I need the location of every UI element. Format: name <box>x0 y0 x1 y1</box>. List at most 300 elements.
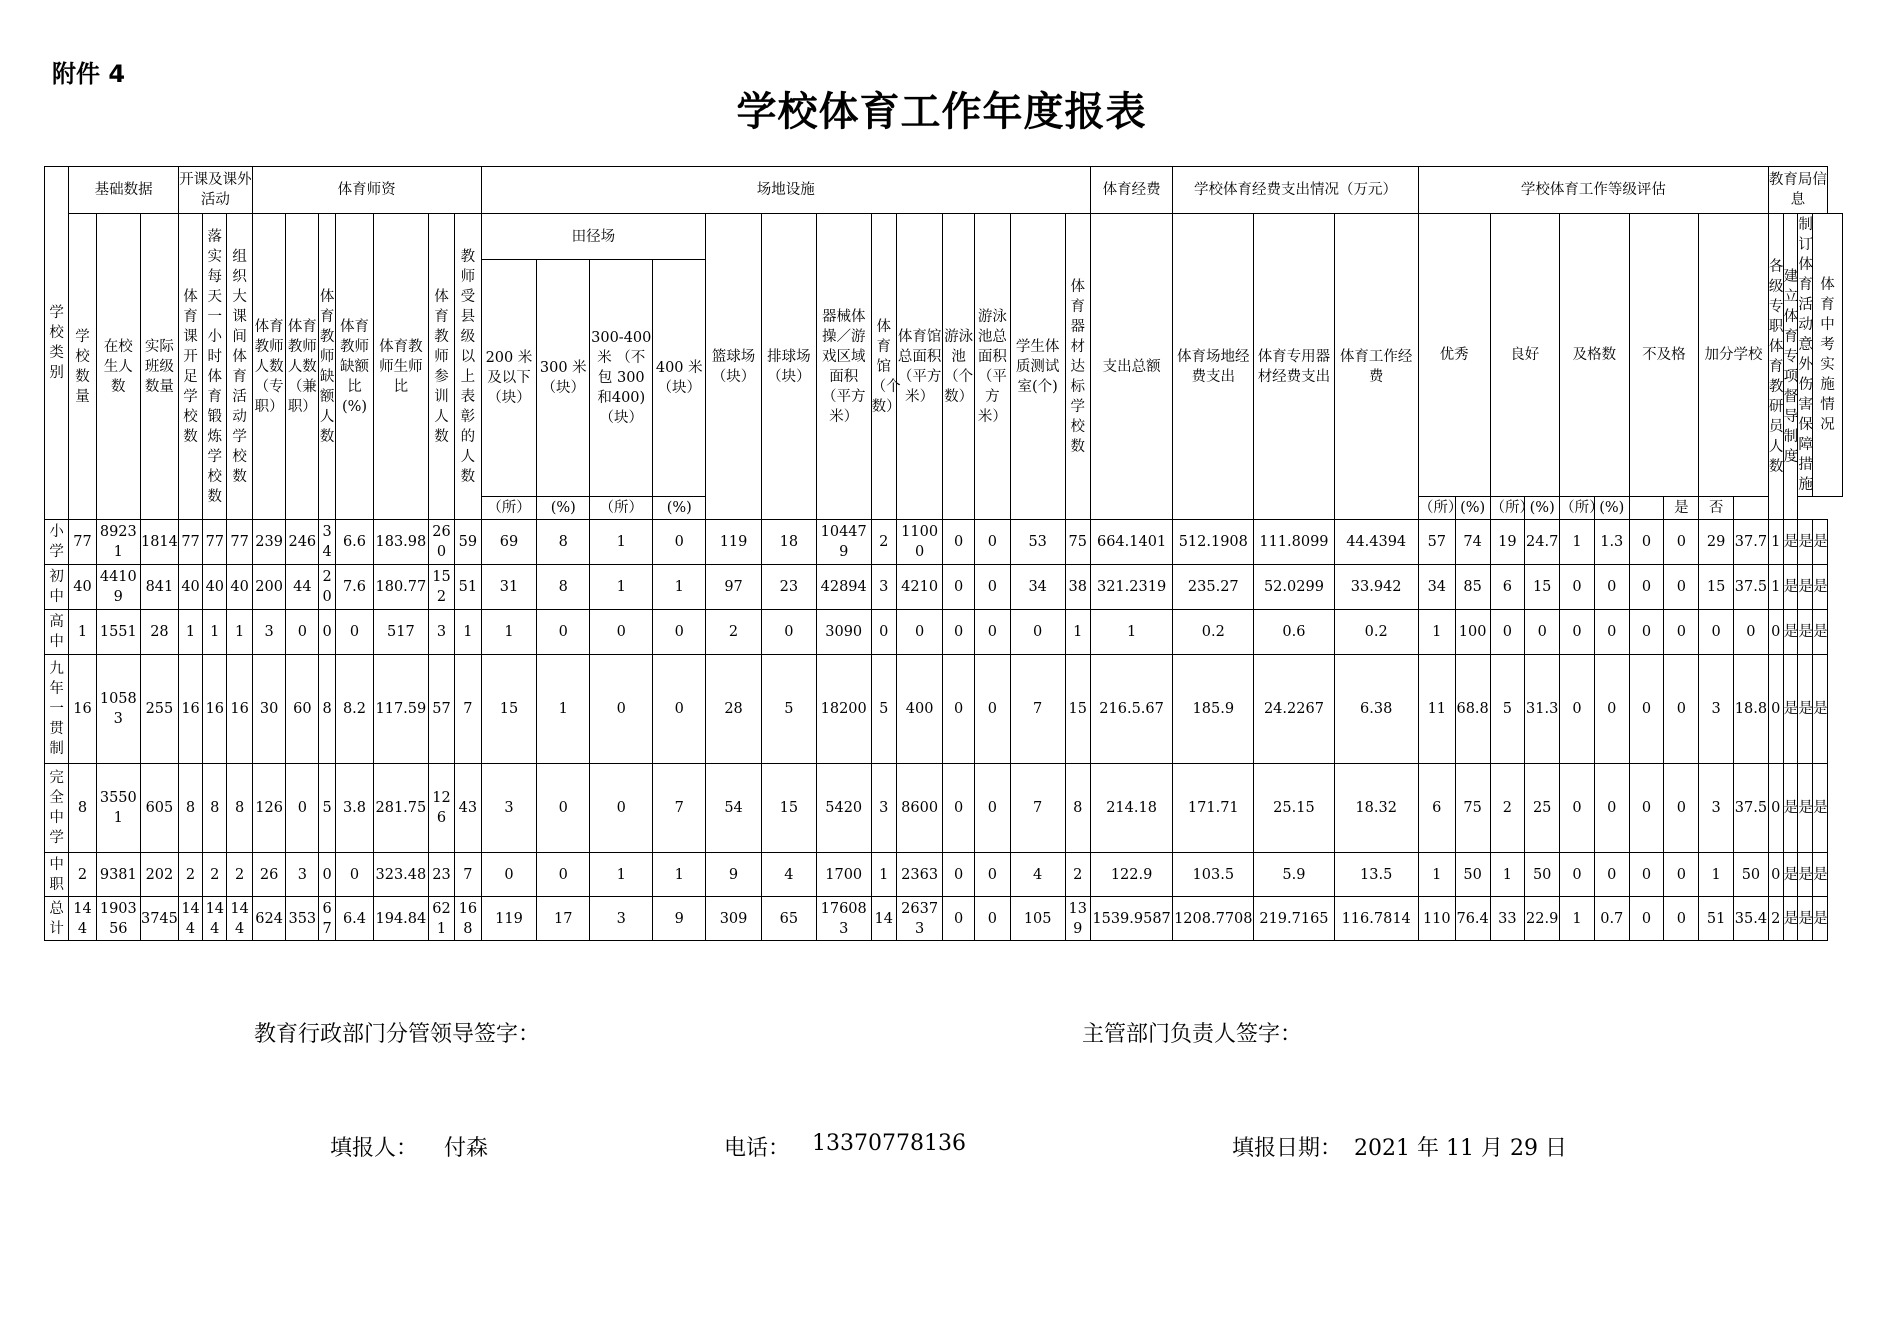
table-cell: 116.7814 <box>1334 897 1418 941</box>
table-cell: 202 <box>140 853 178 897</box>
table-cell: 3 <box>1699 764 1734 853</box>
table-cell: 15 <box>481 655 537 764</box>
table-cell: 0 <box>1664 610 1699 655</box>
table-cell: 117.59 <box>373 655 428 764</box>
table-cell: 0 <box>1490 610 1525 655</box>
table-cell: 是 <box>1783 520 1798 565</box>
header-test-room: 学生体质测试室(个) <box>1010 214 1065 520</box>
row-category: 小学 <box>45 520 69 565</box>
table-cell: 168 <box>455 897 481 941</box>
header-venue-spend: 体育场地经费支出 <box>1173 214 1254 520</box>
table-cell: 65 <box>761 897 816 941</box>
table-cell: 2 <box>1065 853 1090 897</box>
table-cell: 7 <box>1010 655 1065 764</box>
table-cell: 22.9 <box>1525 897 1560 941</box>
table-cell: 15 <box>1525 565 1560 610</box>
table-cell: 77 <box>178 520 202 565</box>
table-cell: 0 <box>1768 655 1783 764</box>
table-cell: 26373 <box>896 897 942 941</box>
table-cell: 0 <box>319 853 336 897</box>
table-cell: 0 <box>1560 610 1595 655</box>
table-cell: 2 <box>227 853 252 897</box>
header-gym-area: 器械体操／游戏区域面积（平方米） <box>816 214 871 520</box>
table-cell: 51 <box>1699 897 1734 941</box>
table-cell: 18 <box>761 520 816 565</box>
header-teacher-short: 体育教师缺额人数 <box>319 214 336 520</box>
table-cell: 624 <box>252 897 286 941</box>
table-cell: 是 <box>1798 897 1813 941</box>
header-pass: 及格数 <box>1560 214 1630 497</box>
table-cell: 40 <box>203 565 227 610</box>
table-cell: 25 <box>1525 764 1560 853</box>
unit-pct: (%) <box>653 497 706 520</box>
table-row <box>45 764 1843 853</box>
table-cell: 是 <box>1783 897 1798 941</box>
table-cell: 0 <box>1699 610 1734 655</box>
table-cell: 是 <box>1798 655 1813 764</box>
row-category: 九年一贯制 <box>45 655 69 764</box>
table-cell: 85 <box>1455 565 1490 610</box>
table-cell: 1 <box>69 610 96 655</box>
table-cell: 122.9 <box>1090 853 1172 897</box>
table-cell: 8 <box>1065 764 1090 853</box>
attachment-label: 附件 4 <box>52 60 126 88</box>
table-cell: 28 <box>706 655 762 764</box>
table-cell: 33.942 <box>1334 565 1418 610</box>
table-cell: 0 <box>1594 565 1629 610</box>
filler-label: 填报人： <box>330 1136 419 1161</box>
table-cell: 0 <box>943 764 975 853</box>
table-cell: 1814 <box>140 520 178 565</box>
row-category: 高中 <box>45 610 69 655</box>
table-cell: 18.8 <box>1733 655 1768 764</box>
table-cell: 1 <box>1560 520 1595 565</box>
table-cell: 2 <box>1490 764 1525 853</box>
table-cell: 57 <box>1418 520 1455 565</box>
table-cell: 是 <box>1813 655 1828 764</box>
table-cell: 1539.9587 <box>1090 897 1172 941</box>
table-cell: 0 <box>943 610 975 655</box>
table-cell: 是 <box>1798 520 1813 565</box>
table-cell: 16 <box>178 655 202 764</box>
table-cell: 0 <box>974 565 1010 610</box>
table-cell: 0 <box>943 565 975 610</box>
table-cell: 1 <box>1768 565 1783 610</box>
table-cell: 37.5 <box>1733 565 1768 610</box>
table-cell: 126 <box>428 764 454 853</box>
unit-no: 否 <box>1699 497 1734 520</box>
table-cell: 0 <box>286 610 319 655</box>
table-cell: 139 <box>1065 897 1090 941</box>
table-cell: 50 <box>1525 853 1560 897</box>
table-cell: 185.9 <box>1173 655 1254 764</box>
table-cell: 是 <box>1783 764 1798 853</box>
table-cell: 是 <box>1813 610 1828 655</box>
table-cell: 0 <box>1560 853 1595 897</box>
table-cell: 14 <box>871 897 896 941</box>
header-t300: 300 米（块） <box>537 260 590 497</box>
table-cell: 3 <box>286 853 319 897</box>
header-row-track <box>45 214 1843 260</box>
table-cell: 512.1908 <box>1173 520 1254 565</box>
table-cell: 6 <box>1490 565 1525 610</box>
table-cell: 0 <box>1629 764 1664 853</box>
table-cell: 24.7 <box>1525 520 1560 565</box>
table-cell: 8 <box>69 764 96 853</box>
table-cell: 0 <box>1768 853 1783 897</box>
header-total-spend: 支出总额 <box>1090 214 1172 520</box>
table-cell: 8 <box>227 764 252 853</box>
table-cell: 16 <box>227 655 252 764</box>
header-category: 学校类别 <box>45 167 69 520</box>
header-pool: 游泳池（个数） <box>943 214 975 520</box>
table-cell: 104479 <box>816 520 871 565</box>
table-cell: 0.2 <box>1334 610 1418 655</box>
table-cell: 0 <box>896 610 942 655</box>
table-cell: 0 <box>1560 565 1595 610</box>
table-cell: 2 <box>69 853 96 897</box>
table-cell: 是 <box>1813 764 1828 853</box>
table-cell: 0 <box>1525 610 1560 655</box>
header-hall: 体育馆（个数） <box>871 214 896 520</box>
table-cell: 1208.7708 <box>1173 897 1254 941</box>
table-cell: 0 <box>1594 610 1629 655</box>
table-cell: 1 <box>537 655 590 764</box>
table-cell: 69 <box>481 520 537 565</box>
table-cell: 75 <box>1455 764 1490 853</box>
table-cell: 11000 <box>896 520 942 565</box>
header-group-basic: 基础数据 <box>69 167 179 214</box>
table-row <box>45 897 1843 941</box>
table-cell: 23 <box>761 565 816 610</box>
table-cell: 35.4 <box>1733 897 1768 941</box>
table-cell: 75 <box>1065 520 1090 565</box>
table-cell: 1 <box>1560 897 1595 941</box>
table-cell: 664.1401 <box>1090 520 1172 565</box>
table-cell: 1 <box>653 565 706 610</box>
table-cell: 77 <box>203 520 227 565</box>
table-cell: 309 <box>706 897 762 941</box>
table-row <box>45 610 1843 655</box>
table-cell: 0 <box>1010 610 1065 655</box>
table-cell: 76.4 <box>1455 897 1490 941</box>
table-cell: 0 <box>653 655 706 764</box>
table-cell: 0 <box>319 610 336 655</box>
table-cell: 是 <box>1798 610 1813 655</box>
table-cell: 44109 <box>96 565 140 610</box>
table-cell: 16 <box>69 655 96 764</box>
table-cell: 323.48 <box>373 853 428 897</box>
header-break-activity: 组织大课间体育活动学校数 <box>227 214 252 520</box>
table-cell: 15 <box>761 764 816 853</box>
table-cell: 1 <box>1090 610 1172 655</box>
table-cell: 7.6 <box>336 565 374 610</box>
unit-count: （所） <box>1560 497 1595 520</box>
table-cell: 30 <box>252 655 286 764</box>
table-cell: 216.5.67 <box>1090 655 1172 764</box>
table-cell: 0 <box>974 610 1010 655</box>
table-cell: 4 <box>761 853 816 897</box>
table-cell: 0 <box>590 610 653 655</box>
table-cell: 7 <box>455 853 481 897</box>
table-cell: 60 <box>286 655 319 764</box>
table-cell: 31 <box>481 565 537 610</box>
table-cell: 18200 <box>816 655 871 764</box>
header-group-funding: 体育经费 <box>1090 167 1172 214</box>
table-cell: 5420 <box>816 764 871 853</box>
table-cell: 0 <box>590 655 653 764</box>
table-cell: 51 <box>455 565 481 610</box>
header-t300-400: 300-400米 （不包 300 和400)（块） <box>590 260 653 497</box>
table-cell: 3 <box>252 610 286 655</box>
header-pool-area: 游泳池总面积（平方米） <box>974 214 1010 520</box>
table-cell: 9381 <box>96 853 140 897</box>
table-cell: 1 <box>227 610 252 655</box>
table-cell: 40 <box>69 565 96 610</box>
table-cell: 1 <box>1699 853 1734 897</box>
unit-pct: (%) <box>1525 497 1560 520</box>
table-cell: 29 <box>1699 520 1734 565</box>
table-cell: 1 <box>871 853 896 897</box>
header-basketball: 篮球场（块） <box>706 214 762 520</box>
table-cell: 0 <box>1768 764 1783 853</box>
table-cell: 0 <box>943 897 975 941</box>
table-cell: 2363 <box>896 853 942 897</box>
table-cell: 35501 <box>96 764 140 853</box>
table-cell: 15 <box>1699 565 1734 610</box>
table-cell: 67 <box>319 897 336 941</box>
header-short-ratio: 体育教师缺额比(%) <box>336 214 374 520</box>
table-cell: 119 <box>706 520 762 565</box>
table-cell: 119 <box>481 897 537 941</box>
table-cell: 是 <box>1813 565 1828 610</box>
unit-pct: (%) <box>1594 497 1629 520</box>
table-cell: 44 <box>286 565 319 610</box>
table-cell: 2 <box>706 610 762 655</box>
header-group-teacher: 体育师资 <box>252 167 481 214</box>
table-cell: 353 <box>286 897 319 941</box>
table-cell: 260 <box>428 520 454 565</box>
table-cell: 0 <box>974 764 1010 853</box>
table-cell: 1 <box>1418 853 1455 897</box>
table-cell: 1 <box>590 520 653 565</box>
table-cell: 是 <box>1783 565 1798 610</box>
table-cell: 1 <box>653 853 706 897</box>
unit-safety <box>1629 497 1664 520</box>
table-cell: 0 <box>481 853 537 897</box>
table-cell: 52.0299 <box>1254 565 1334 610</box>
table-cell: 194.84 <box>373 897 428 941</box>
table-cell: 2 <box>871 520 896 565</box>
date-label: 填报日期： <box>1232 1136 1343 1161</box>
table-cell: 34 <box>1418 565 1455 610</box>
table-cell: 31.3 <box>1525 655 1560 764</box>
table-cell: 6.38 <box>1334 655 1418 764</box>
table-cell: 0 <box>336 853 374 897</box>
table-cell: 0 <box>974 655 1010 764</box>
table-cell: 246 <box>286 520 319 565</box>
table-cell: 144 <box>227 897 252 941</box>
table-cell: 0.7 <box>1594 897 1629 941</box>
table-cell: 34 <box>1010 565 1065 610</box>
table-cell: 0 <box>286 764 319 853</box>
table-cell: 2 <box>1768 897 1783 941</box>
header-safety: 制订体育活动意外伤害保障措施 <box>1798 214 1813 497</box>
unit-count: （所） <box>1418 497 1455 520</box>
table-cell: 9 <box>706 853 762 897</box>
table-cell: 0 <box>1629 565 1664 610</box>
table-cell: 6.6 <box>336 520 374 565</box>
table-cell: 0 <box>1664 565 1699 610</box>
table-cell: 2 <box>178 853 202 897</box>
table-cell: 0 <box>537 764 590 853</box>
table-cell: 0 <box>974 853 1010 897</box>
table-cell: 0 <box>1629 853 1664 897</box>
table-cell: 37.5 <box>1733 764 1768 853</box>
table-cell: 3 <box>590 897 653 941</box>
header-fail: 不及格 <box>1629 214 1699 497</box>
table-cell: 1 <box>590 853 653 897</box>
header-excellent: 优秀 <box>1418 214 1490 497</box>
table-cell: 0 <box>537 610 590 655</box>
table-cell: 8.2 <box>336 655 374 764</box>
row-category: 初中 <box>45 565 69 610</box>
table-cell: 15 <box>1065 655 1090 764</box>
table-cell: 5 <box>871 655 896 764</box>
table-cell: 5.9 <box>1254 853 1334 897</box>
header-bonus: 加分学校 <box>1699 214 1769 497</box>
table-cell: 0 <box>1664 897 1699 941</box>
table-cell: 0.6 <box>1254 610 1334 655</box>
table-cell: 0 <box>1594 853 1629 897</box>
table-cell: 是 <box>1783 655 1798 764</box>
table-cell: 1551 <box>96 610 140 655</box>
header-awarded: 教师受县级以上表彰的人数 <box>455 214 481 520</box>
table-cell: 0 <box>1629 520 1664 565</box>
page-title: 学校体育工作年度报表 <box>736 88 1147 135</box>
table-cell: 0 <box>1664 520 1699 565</box>
unit-count: （所） <box>481 497 537 520</box>
table-cell: 28 <box>140 610 178 655</box>
table-cell: 37.7 <box>1733 520 1768 565</box>
table-cell: 97 <box>706 565 762 610</box>
header-daily-hour: 落实每天一小时体育锻炼学校数 <box>203 214 227 520</box>
table-cell: 1 <box>481 610 537 655</box>
table-cell: 25.15 <box>1254 764 1334 853</box>
leader-signature-label: 教育行政部门分管领导签字： <box>254 1022 541 1047</box>
header-good: 良好 <box>1490 214 1560 497</box>
table-cell: 190356 <box>96 897 140 941</box>
table-cell: 8 <box>203 764 227 853</box>
table-cell: 33 <box>1490 897 1525 941</box>
table-cell: 23 <box>428 853 454 897</box>
table-cell: 74 <box>1455 520 1490 565</box>
table-cell: 0 <box>537 853 590 897</box>
table-cell: 3745 <box>140 897 178 941</box>
table-cell: 8 <box>537 520 590 565</box>
table-cell: 89231 <box>96 520 140 565</box>
table-cell: 1 <box>1065 610 1090 655</box>
table-cell: 1.3 <box>1594 520 1629 565</box>
table-cell: 0 <box>653 610 706 655</box>
table-cell: 111.8099 <box>1254 520 1334 565</box>
table-cell: 1 <box>203 610 227 655</box>
table-cell: 171.71 <box>1173 764 1254 853</box>
table-cell: 42894 <box>816 565 871 610</box>
table-cell: 是 <box>1798 764 1813 853</box>
table-cell: 是 <box>1813 897 1828 941</box>
table-cell: 0 <box>1594 655 1629 764</box>
table-cell: 57 <box>428 655 454 764</box>
unit-count: （所） <box>1490 497 1525 520</box>
header-equip-std: 体育器材达标学校数 <box>1065 214 1090 520</box>
table-cell: 44.4394 <box>1334 520 1418 565</box>
table-cell: 是 <box>1798 565 1813 610</box>
table-cell: 183.98 <box>373 520 428 565</box>
header-group-eval: 学校体育工作等级评估 <box>1418 167 1768 214</box>
table-cell: 8 <box>319 655 336 764</box>
table-cell: 40 <box>227 565 252 610</box>
table-cell: 255 <box>140 655 178 764</box>
table-cell: 8 <box>178 764 202 853</box>
header-hall-area: 体育馆总面积（平方米） <box>896 214 942 520</box>
table-cell: 3 <box>481 764 537 853</box>
table-cell: 144 <box>203 897 227 941</box>
table-cell: 605 <box>140 764 178 853</box>
table-cell: 0 <box>1664 655 1699 764</box>
header-volleyball: 排球场（块） <box>761 214 816 520</box>
table-cell: 176083 <box>816 897 871 941</box>
table-row <box>45 853 1843 897</box>
phone-label: 电话： <box>724 1136 791 1161</box>
table-cell: 1 <box>590 565 653 610</box>
table-cell: 77 <box>69 520 96 565</box>
header-school-count: 学校数量 <box>69 214 96 520</box>
table-cell: 0 <box>1733 610 1768 655</box>
table-cell: 是 <box>1813 853 1828 897</box>
table-row <box>45 520 1843 565</box>
table-cell: 6 <box>1418 764 1455 853</box>
table-cell: 4 <box>1010 853 1065 897</box>
table-cell: 10583 <box>96 655 140 764</box>
table-cell: 144 <box>178 897 202 941</box>
header-group-course: 开课及课外活动 <box>178 167 252 214</box>
table-cell: 59 <box>455 520 481 565</box>
table-cell: 3 <box>428 610 454 655</box>
table-cell: 4210 <box>896 565 942 610</box>
table-cell: 11 <box>1418 655 1455 764</box>
table-cell: 214.18 <box>1090 764 1172 853</box>
table-cell: 100 <box>1455 610 1490 655</box>
table-row <box>45 565 1843 610</box>
header-work-spend: 体育工作经费 <box>1334 214 1418 520</box>
table-cell: 18.32 <box>1334 764 1418 853</box>
header-t200: 200 米及以下（块） <box>481 260 537 497</box>
table-cell: 1700 <box>816 853 871 897</box>
header-equip-spend: 体育专用器材经费支出 <box>1254 214 1334 520</box>
header-classes: 实际班级数量 <box>140 214 178 520</box>
table-cell: 0 <box>1560 655 1595 764</box>
table-cell: 是 <box>1798 853 1813 897</box>
table-cell: 0 <box>1629 610 1664 655</box>
table-cell: 是 <box>1813 520 1828 565</box>
table-cell: 321.2319 <box>1090 565 1172 610</box>
table-cell: 103.5 <box>1173 853 1254 897</box>
table-cell: 0 <box>336 610 374 655</box>
table-cell: 3 <box>871 764 896 853</box>
table-cell: 是 <box>1783 610 1798 655</box>
unit-pct: (%) <box>537 497 590 520</box>
